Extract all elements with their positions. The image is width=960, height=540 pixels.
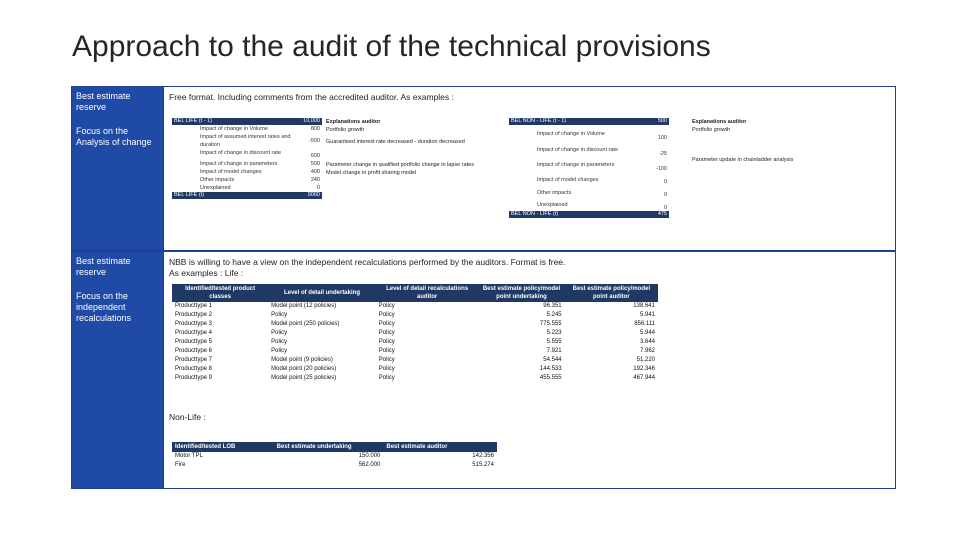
explanation-line: Portfolio growth [326, 127, 365, 133]
page-title: Approach to the audit of the technical provisions [72, 30, 711, 63]
nonlife-recalculation-table [172, 442, 497, 470]
table-row [172, 329, 658, 338]
table-row [172, 311, 658, 320]
table-cell: 7.921 [546, 348, 562, 354]
column-header: Best estimate auditor [383, 442, 497, 452]
life-explanations [326, 118, 496, 177]
table-cell: 144.533 [539, 366, 562, 372]
table-cell: Policy [271, 339, 288, 345]
table-cell: Model point (250 policies) [271, 321, 340, 327]
table-row: Unexplained 0 [537, 202, 667, 211]
table-cell: 5.944 [639, 330, 655, 336]
table-cell: 5.555 [546, 339, 562, 345]
table-row: Impact of model changes 0 [537, 177, 667, 185]
table-row: Impact of change in Volume 100 [537, 131, 667, 141]
column-header: Identified/tested product classes [172, 284, 268, 302]
explanation-line: Parameter change in qualified portfolio change in lapse rates [326, 162, 474, 168]
section-content [164, 87, 895, 250]
section-sidebar [72, 87, 164, 250]
sidebar-label: Best estimate reserve [76, 91, 131, 112]
section-intro: Free format. Including comments from the accredited auditor. As examples : [169, 92, 454, 102]
section-sidebar [72, 252, 164, 488]
table-cell: 856.111 [634, 321, 655, 327]
explanations-header: Explanations auditor [326, 119, 381, 125]
table-cell: 7.962 [639, 348, 655, 354]
table-row [172, 461, 497, 470]
table-cell: 467.944 [633, 375, 655, 381]
table-cell: Policy [378, 339, 395, 345]
life-recalculation-table [172, 284, 658, 383]
intro-line: NBB is willing to have a view on the independent recalculations performed by the auditors. Format is free. [169, 257, 566, 267]
table-row [172, 320, 658, 329]
table-cell: Producttype 6 [175, 348, 213, 354]
table-row: Impact of change in parameters 500 [200, 161, 320, 167]
intro-line: As examples : Life : [169, 268, 244, 278]
table-cell: Producttype 1 [175, 303, 213, 309]
table-cell: Model point (9 policies) [271, 357, 333, 363]
table-footer: BEL NON - LIFE (t) 475 [511, 211, 667, 217]
table-cell: Model point (12 policies) [271, 303, 337, 309]
table-cell: Policy [378, 375, 395, 381]
table-header: BEL LIFE (t - 1) 10,000 [174, 118, 320, 124]
table-cell: 5.941 [639, 312, 655, 318]
table-row: Other impacts 240 [200, 177, 320, 183]
table-row: Impact of change in discount rate -25 [537, 147, 667, 157]
table-row: Unexplained 0 [200, 185, 320, 191]
nonlife-label: Non-Life : [169, 412, 206, 422]
column-header: Best estimate undertaking [274, 442, 384, 452]
explanation-line: Parameter update in chainladder analysis [692, 157, 794, 163]
life-aoc-table [172, 118, 322, 199]
table-row: Other impacts 0 [537, 190, 667, 198]
column-header: Level of detail recalculations auditor [376, 284, 479, 302]
explanation-line [326, 150, 496, 161]
table-row [172, 338, 658, 347]
table-header-row [172, 442, 497, 452]
table-cell: Producttype 5 [175, 339, 213, 345]
table-cell: Producttype 4 [175, 330, 213, 336]
table-cell: Policy [378, 312, 395, 318]
sidebar-label: Focus on the independent recalculations [76, 291, 132, 323]
table-row [172, 347, 658, 356]
column-header: Identified/tested LOB [172, 442, 274, 452]
table-cell: Producttype 3 [175, 321, 213, 327]
table-cell: 515.274 [472, 462, 494, 468]
column-header: Level of detail undertaking [268, 284, 376, 302]
table-cell: Producttype 9 [175, 375, 213, 381]
column-header: Best estimate policy/model point undertaking [478, 284, 564, 302]
table-cell: 562.000 [358, 462, 381, 468]
table-cell: Policy [271, 330, 288, 336]
table-row: Impact of change in discount rate 600 [200, 150, 320, 159]
table-cell: 775.555 [539, 321, 562, 327]
table-cell: 138.641 [633, 303, 655, 309]
explanations-header: Explanations auditor [692, 119, 747, 125]
table-cell: Policy [378, 348, 395, 354]
nonlife-explanations [692, 118, 892, 164]
section-intro [169, 257, 565, 279]
table-cell: Policy [378, 366, 395, 372]
explanation-line: Portfolio growth [692, 127, 731, 133]
column-header: Best estimate policy/model point auditor [565, 284, 658, 302]
table-cell: Policy [378, 330, 395, 336]
table-row [172, 302, 658, 311]
table-cell: Model point (25 policies) [271, 375, 337, 381]
table-row: Impact of change in Volume 800 [200, 126, 320, 132]
table-header: BEL NON - LIFE (t - 1) 500 [511, 118, 667, 124]
explanation-line: Guaranteed interest rate decreased - duration decreased [326, 139, 465, 145]
table-footer: BEL LIFE (t) 9060 [174, 192, 320, 198]
table-cell: Fire [175, 462, 186, 468]
table-cell: 455.555 [539, 375, 562, 381]
table-cell: 3.644 [639, 339, 655, 345]
table-header-row [172, 284, 658, 302]
table-cell: Motor TPL [175, 453, 203, 459]
table-row: Impact of model changes 400 [200, 169, 320, 175]
table-cell: Policy [378, 357, 395, 363]
nonlife-aoc-table [509, 118, 669, 218]
table-row [172, 365, 658, 374]
table-row [172, 452, 497, 461]
table-cell: Policy [378, 321, 395, 327]
table-cell: 96.351 [543, 303, 562, 309]
explanation-line: Model change in profit sharing model [326, 170, 417, 176]
independent-recalculations-section [71, 251, 896, 489]
table-cell: Producttype 2 [175, 312, 213, 318]
table-cell: 54.544 [543, 357, 562, 363]
table-cell: Policy [271, 312, 288, 318]
table-cell: Producttype 8 [175, 366, 213, 372]
section-content [164, 252, 895, 488]
analysis-of-change-section [71, 86, 896, 251]
table-cell: 142.356 [472, 453, 494, 459]
sidebar-label: Best estimate reserve [76, 256, 131, 277]
sidebar-label: Focus on the Analysis of change [76, 126, 152, 147]
table-cell: Producttype 7 [175, 357, 213, 363]
table-cell: Policy [378, 303, 395, 309]
table-cell: 5.245 [546, 312, 562, 318]
explanation-line [692, 134, 892, 150]
table-cell: 150.000 [358, 453, 381, 459]
table-cell: Model point (20 policies) [271, 366, 337, 372]
table-cell: 51.220 [636, 357, 655, 363]
table-row: Impact of assumed interest rates and duration -500 [200, 134, 320, 148]
table-row [172, 374, 658, 383]
table-cell: 5.223 [546, 330, 562, 336]
table-cell: 192.346 [633, 366, 655, 372]
table-row: Impact of change in parameters -100 [537, 162, 667, 172]
table-row [172, 356, 658, 365]
table-cell: Policy [271, 348, 288, 354]
